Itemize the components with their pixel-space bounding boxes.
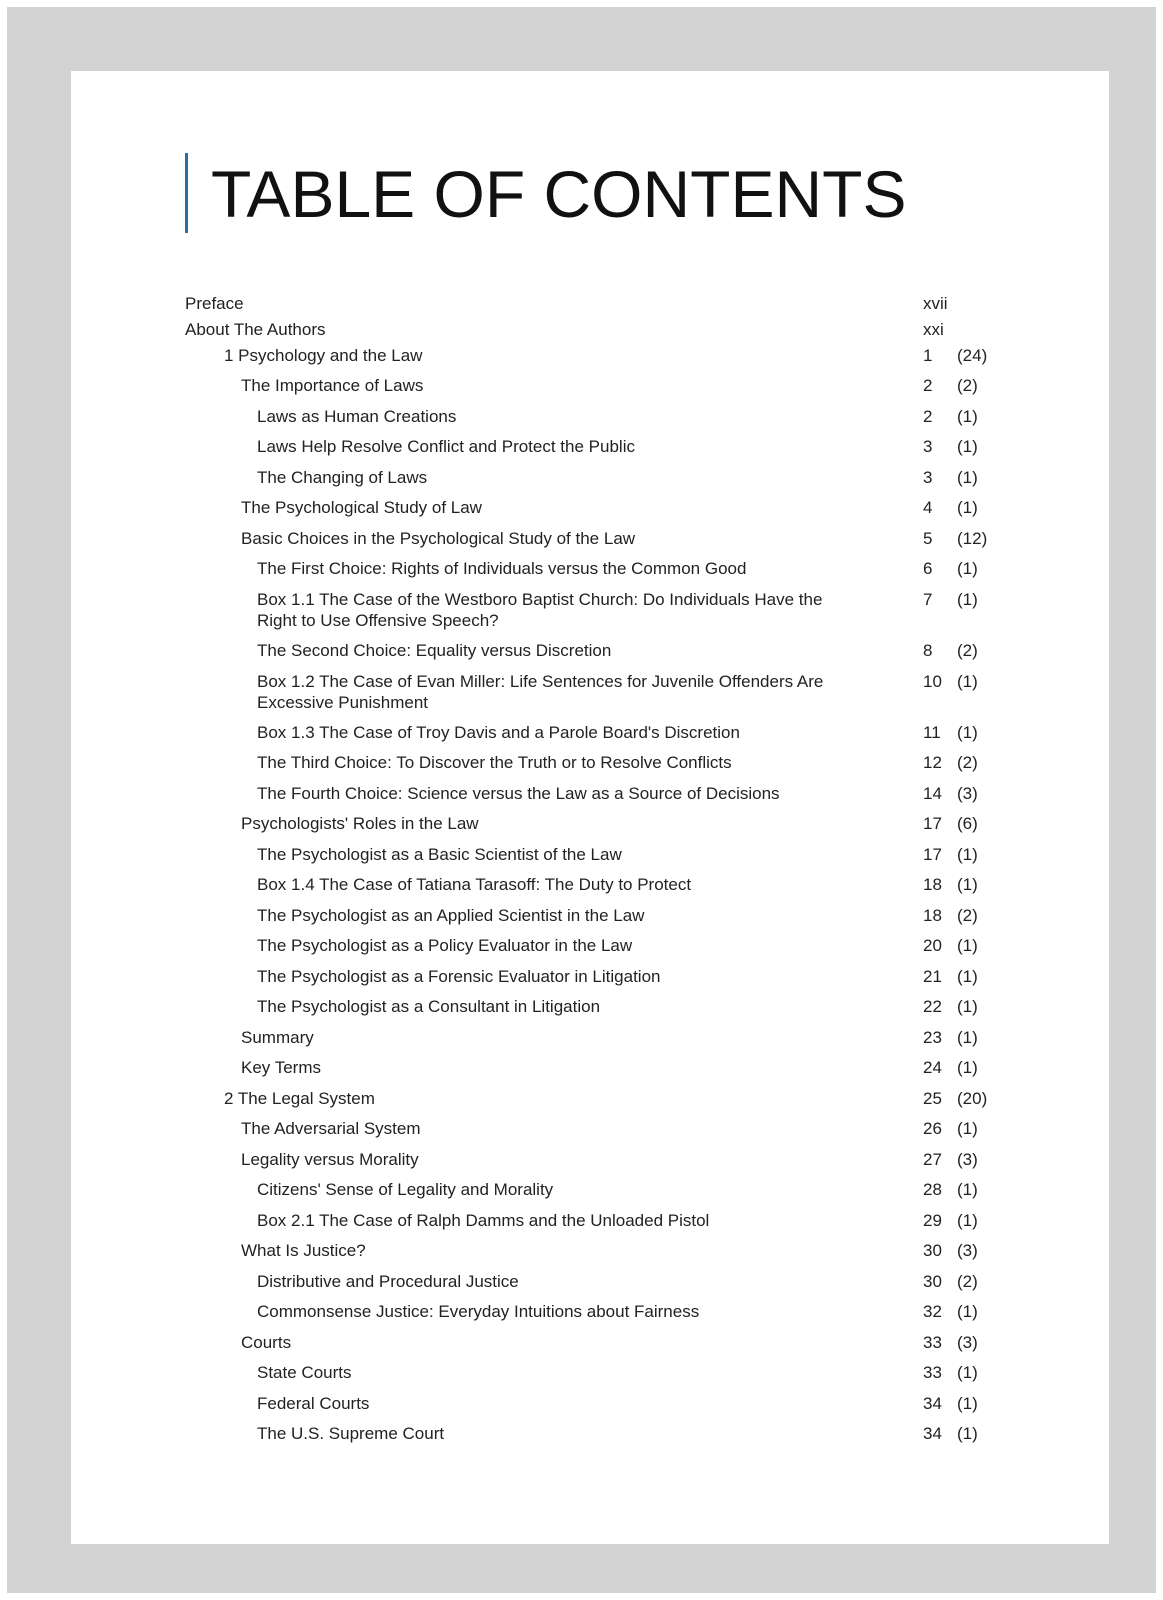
toc-entry-page-count: (1) [957,468,978,487]
toc-entry-title: The Adversarial System [241,1119,421,1138]
toc-entry-page-count: (1) [957,498,978,517]
toc-entry-page-count: (1) [957,1363,978,1382]
toc-entry-page-count: (2) [957,906,978,925]
toc-entry-page: 2 [923,407,933,426]
toc-entry-title: The Second Choice: Equality versus Discretion [257,641,612,660]
toc-entry-page: 12 [923,753,942,772]
toc-entry-page: 33 [923,1363,942,1382]
toc-entry-page-count: (1) [957,1058,978,1077]
toc-entry-page: 3 [923,468,933,487]
toc-entry-title: Box 2.1 The Case of Ralph Damms and the Unloaded Pistol [257,1211,710,1230]
toc-entry-title: Federal Courts [257,1394,370,1413]
toc-entry-page: xvii [923,294,948,313]
toc-entry-title: Basic Choices in the Psychological Study of the Law [241,529,636,548]
toc-entry-title: About The Authors [185,320,326,339]
toc-entry-page: 34 [923,1424,942,1443]
table-of-contents [71,71,1109,1544]
document-page [71,71,1109,1544]
toc-entry-page: 20 [923,936,942,955]
toc-entry-page: 26 [923,1119,942,1138]
toc-entry-page: 33 [923,1333,942,1352]
toc-entry-page-count: (1) [957,723,978,742]
toc-entry-page-count: (12) [957,529,988,548]
toc-entry-page: 17 [923,845,942,864]
toc-entry-title: 1 Psychology and the Law [224,346,423,365]
toc-entry-page-count: (1) [957,437,978,456]
toc-entry-page-count: (1) [957,967,978,986]
toc-entry-page-count: (3) [957,1241,978,1260]
toc-entry-page: 24 [923,1058,942,1077]
toc-entry-title: Box 1.1 The Case of the Westboro Baptist Church: Do Individuals Have the Right to Use Offensive Speech? [257,590,823,630]
toc-entry-page-count: (6) [957,814,978,833]
toc-entry-page-count: (3) [957,1333,978,1352]
toc-entry-page-count: (1) [957,936,978,955]
toc-entry-page-count: (2) [957,753,978,772]
toc-entry-page: 4 [923,498,933,517]
toc-entry-title: The Psychologist as a Forensic Evaluator in Litigation [257,967,661,986]
toc-entry-page: 32 [923,1302,942,1321]
toc-entry-page: 25 [923,1089,942,1108]
toc-entry-page: xxi [923,320,944,339]
toc-entry-page-count: (1) [957,1424,978,1443]
toc-entry-page: 18 [923,906,942,925]
toc-entry-page: 1 [923,346,933,365]
toc-entry-page: 2 [923,376,933,395]
toc-entry-title: 2 The Legal System [224,1089,375,1108]
toc-entry-page-count: (1) [957,845,978,864]
toc-entry-title: Box 1.2 The Case of Evan Miller: Life Sentences for Juvenile Offenders Are Excessive Punishment [257,672,824,712]
toc-entry-page-count: (1) [957,559,978,578]
toc-entry-title: The First Choice: Rights of Individuals versus the Common Good [257,559,747,578]
toc-entry-page: 23 [923,1028,942,1047]
toc-entry-title: Citizens' Sense of Legality and Morality [257,1180,554,1199]
toc-entry-page-count: (1) [957,875,978,894]
toc-entry-title: The Psychologist as a Policy Evaluator in the Law [257,936,633,955]
toc-entry-title: What Is Justice? [241,1241,366,1260]
toc-entry-page-count: (1) [957,672,978,691]
toc-entry-title: Legality versus Morality [241,1150,419,1169]
toc-entry-page-count: (1) [957,997,978,1016]
toc-entry-title: The Importance of Laws [241,376,424,395]
page-frame [7,7,1156,1593]
toc-entry-page: 18 [923,875,942,894]
toc-entry-page-count: (2) [957,376,978,395]
toc-entry-page: 7 [923,590,933,609]
toc-entry-page-count: (1) [957,590,978,609]
toc-entry-page: 3 [923,437,933,456]
toc-entry-page: 34 [923,1394,942,1413]
toc-entry-page: 6 [923,559,933,578]
toc-entry-page-count: (1) [957,1028,978,1047]
toc-entry-page-count: (2) [957,641,978,660]
toc-entry-title: Distributive and Procedural Justice [257,1272,519,1291]
toc-entry-page-count: (24) [957,346,988,365]
toc-entry-page: 11 [923,723,941,742]
toc-entry-page-count: (20) [957,1089,988,1108]
toc-entry-page: 21 [923,967,942,986]
toc-entry-page-count: (1) [957,407,978,426]
toc-entry-page-count: (1) [957,1119,978,1138]
toc-entry-page: 17 [923,814,942,833]
toc-entry-page: 8 [923,641,933,660]
toc-entry-title: Laws as Human Creations [257,407,457,426]
toc-entry-page-count: (1) [957,1180,978,1199]
toc-entry-title: The Fourth Choice: Science versus the Law as a Source of Decisions [257,784,780,803]
toc-entry-title: The Psychologist as a Basic Scientist of the Law [257,845,622,864]
toc-entry-title: Summary [241,1028,314,1047]
toc-entry-page: 30 [923,1272,942,1291]
toc-entry-title: Courts [241,1333,292,1352]
toc-entry-page: 22 [923,997,942,1016]
toc-entry-title: The Psychologist as an Applied Scientist in the Law [257,906,645,925]
toc-entry-page-count: (2) [957,1272,978,1291]
toc-entry-title: Laws Help Resolve Conflict and Protect the Public [257,437,635,456]
toc-entry-page: 29 [923,1211,942,1230]
page-title: TABLE OF CONTENTS [211,157,907,231]
toc-entry-page: 30 [923,1241,942,1260]
toc-entry-page-count: (3) [957,1150,978,1169]
toc-entry-title: Box 1.4 The Case of Tatiana Tarasoff: The Duty to Protect [257,875,692,894]
toc-entry-title: Preface [185,294,244,313]
toc-entry-page-count: (1) [957,1394,978,1413]
toc-entry-title: Commonsense Justice: Everyday Intuitions about Fairness [257,1302,700,1321]
toc-entry-title: The Third Choice: To Discover the Truth or to Resolve Conflicts [257,753,732,772]
toc-entry-title: Key Terms [241,1058,321,1077]
toc-entry-title: The Changing of Laws [257,468,428,487]
toc-entry-page: 14 [923,784,942,803]
toc-entry-page: 5 [923,529,933,548]
toc-entry-title: Box 1.3 The Case of Troy Davis and a Parole Board's Discretion [257,723,740,742]
toc-entry-title: Psychologists' Roles in the Law [241,814,479,833]
toc-entry-title: The Psychologist as a Consultant in Litigation [257,997,601,1016]
toc-entry-page: 10 [923,672,942,691]
toc-entry-page-count: (1) [957,1211,978,1230]
toc-entry-title: State Courts [257,1363,352,1382]
toc-entry-page-count: (1) [957,1302,978,1321]
toc-entry-page: 28 [923,1180,942,1199]
toc-entry-title: The U.S. Supreme Court [257,1424,445,1443]
toc-entry-page-count: (3) [957,784,978,803]
toc-entry-page: 27 [923,1150,942,1169]
toc-entry-title: The Psychological Study of Law [241,498,482,517]
